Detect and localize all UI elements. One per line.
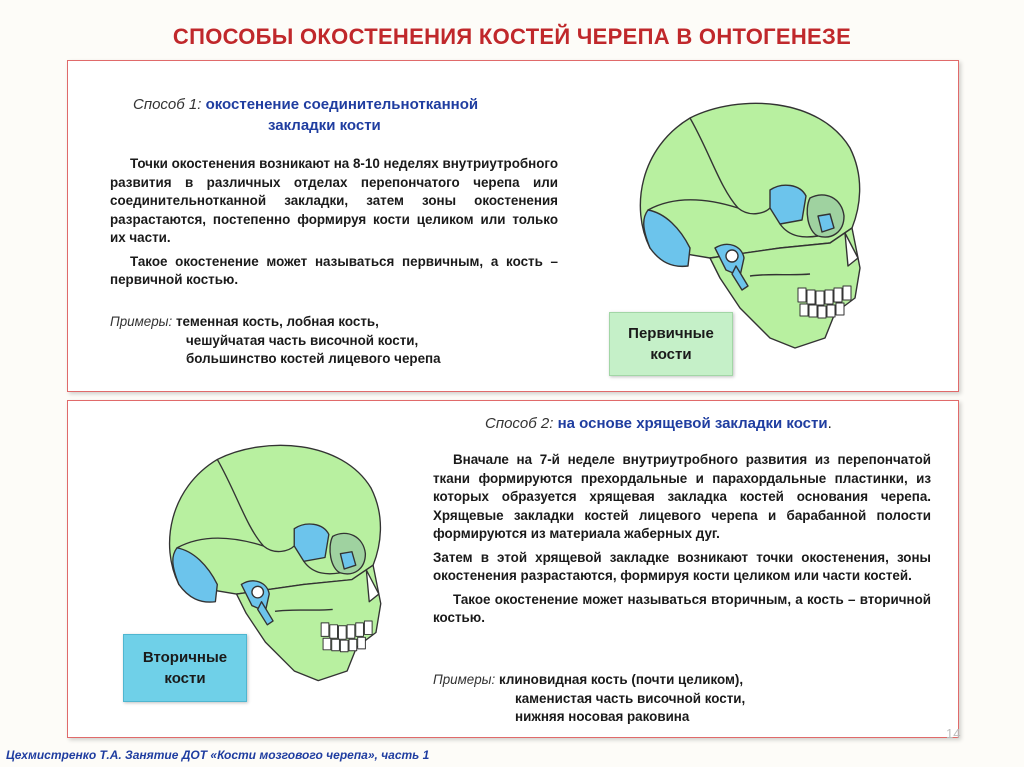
badge1-line1: Первичные xyxy=(628,325,714,342)
method1-examples-label: Примеры: xyxy=(110,314,173,329)
method2-heading xyxy=(485,413,945,434)
method2-paragraph2: Затем в этой хрящевой закладке возникают точки окостенения, зоны окостенения разрастаются, формируя кости целиком или части костей. xyxy=(433,549,931,583)
method1-examples xyxy=(110,313,570,369)
badge2-line2: кости xyxy=(164,670,206,687)
method1-label: Способ 1: xyxy=(133,96,202,113)
method2-example-item: нижняя носовая раковина xyxy=(515,709,690,724)
badge-primary-bones xyxy=(609,312,733,376)
method2-example-item: клиновидная кость (почти целиком), xyxy=(498,672,744,687)
footer-credit: Цехмистренко Т.А. Занятие ДОТ «Кости мозгового черепа», часть 1 xyxy=(6,748,430,762)
method2-body xyxy=(433,451,931,633)
page-title: СПОСОБЫ ОКОСТЕНЕНИЯ КОСТЕЙ ЧЕРЕПА В ОНТОГЕНЕЗЕ xyxy=(172,24,852,49)
method2-name-end: . xyxy=(827,415,832,432)
method2-name: на основе хрящевой закладки кости xyxy=(557,415,828,432)
method2-label: Способ 2: xyxy=(485,415,554,432)
method1-example-item: чешуйчатая часть височной кости, xyxy=(186,332,419,348)
method2-examples xyxy=(433,671,933,727)
method1-paragraph2: Такое окостенение может называться первичным, а кость – первичной костью. xyxy=(110,253,558,287)
method1-name-line1: окостенение соединительнотканной xyxy=(205,96,479,113)
badge-secondary-bones xyxy=(123,634,247,702)
method2-examples-label: Примеры: xyxy=(433,672,496,687)
method1-name-line2: закладки кости xyxy=(268,117,381,134)
method1-example-item: большинство костей лицевого черепа xyxy=(186,351,441,366)
method1-body xyxy=(110,155,558,295)
method2-paragraph1: Вначале на 7-й неделе внутриутробного развития из перепончатой ткани формируются прехордальные и парахордальные пластинки, из которых образуется хрящевая закладка костей основания черепа. Хрящевые закладки костей лицевого черепа и барабанной полости формируются из материала жаберных дуг. xyxy=(433,452,931,541)
method2-example-item: каменистая часть височной кости, xyxy=(515,690,746,706)
method1-paragraph1: Точки окостенения возникают на 8-10 неделях внутриутробного развития в различных отделах перепончатого черепа или соединительнотканной закладки, затем зоны окостенения разрастаются, постепенно формируя кости целиком или только их части. xyxy=(110,156,559,245)
method2-paragraph3: Такое окостенение может называться вторичным, а кость – вторичной костью. xyxy=(433,591,931,625)
badge1-line2: кости xyxy=(650,346,692,363)
page-number: 14 xyxy=(946,726,961,741)
method1-example-item: теменная кость, лобная кость, xyxy=(175,314,379,329)
method1-heading xyxy=(133,94,573,136)
badge2-line1: Вторичные xyxy=(142,649,228,666)
